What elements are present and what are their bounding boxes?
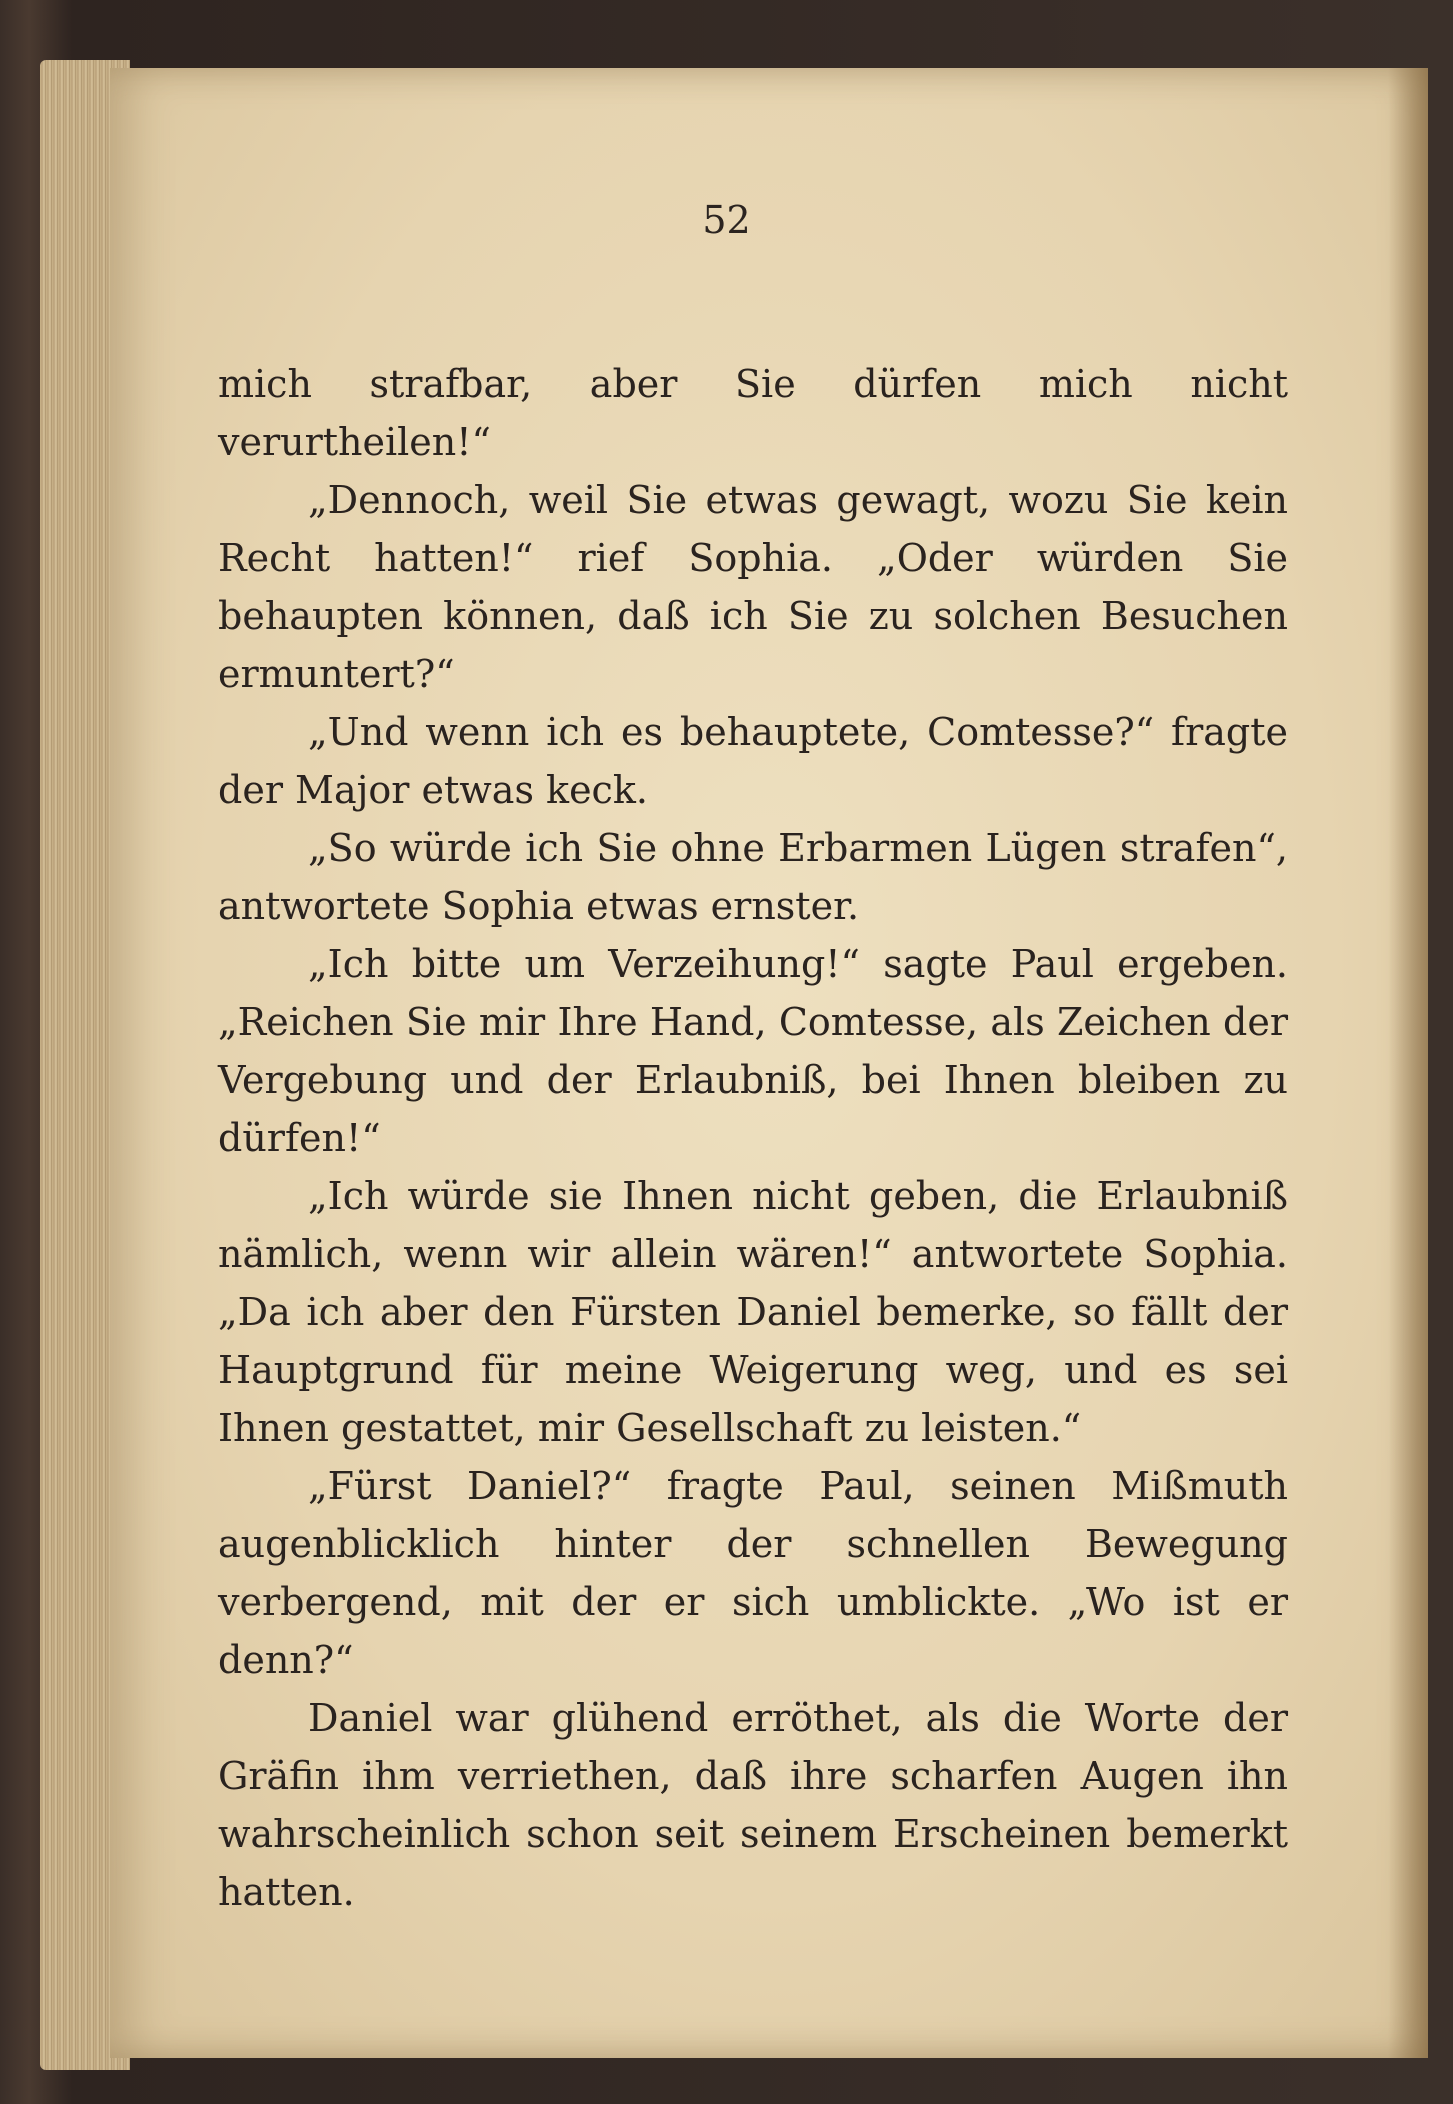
paragraph: Daniel war glühend erröthet, als die Worte der Gräfin ihm verriethen, daß ihre scharfen Augen ihn wahrscheinlich schon seit seinem Erscheinen bemerkt hatten.: [218, 1696, 1288, 1914]
page-number: 52: [702, 198, 751, 242]
paragraph: „So würde ich Sie ohne Erbarmen Lügen strafen“, antwortete Sophia etwas ernster.: [218, 826, 1288, 928]
paragraph: „Dennoch, weil Sie etwas gewagt, wozu Sie kein Recht hatten!“ rief Sophia. „Oder würden Sie behaupten können, daß ich Sie zu solchen Besuchen ermuntert?“: [218, 478, 1288, 696]
page-gutter-shadow: [1388, 68, 1428, 2058]
paragraph: „Und wenn ich es behauptete, Comtesse?“ fragte der Major etwas keck.: [218, 710, 1288, 812]
paragraph: „Ich würde sie Ihnen nicht geben, die Erlaubniß nämlich, wenn wir allein wären!“ antwortete Sophia. „Da ich aber den Fürsten Daniel bemerke, so fällt der Hauptgrund für meine Weigerung weg, und es sei Ihnen gestattet, mir Gesellschaft zu leisten.“: [218, 1174, 1288, 1450]
body-text: [218, 355, 1288, 1921]
paragraph: mich strafbar, aber Sie dürfen mich nicht verurtheilen!“: [218, 362, 1288, 464]
paragraph: „Ich bitte um Verzeihung!“ sagte Paul ergeben. „Reichen Sie mir Ihre Hand, Comtesse, als Zeichen der Vergebung und der Erlaubniß, bei Ihnen bleiben zu dürfen!“: [218, 942, 1288, 1160]
paragraph: „Fürst Daniel?“ fragte Paul, seinen Mißmuth augenblicklich hinter der schnellen Bewegung verbergend, mit der er sich umblickte. „Wo ist er denn?“: [218, 1464, 1288, 1682]
